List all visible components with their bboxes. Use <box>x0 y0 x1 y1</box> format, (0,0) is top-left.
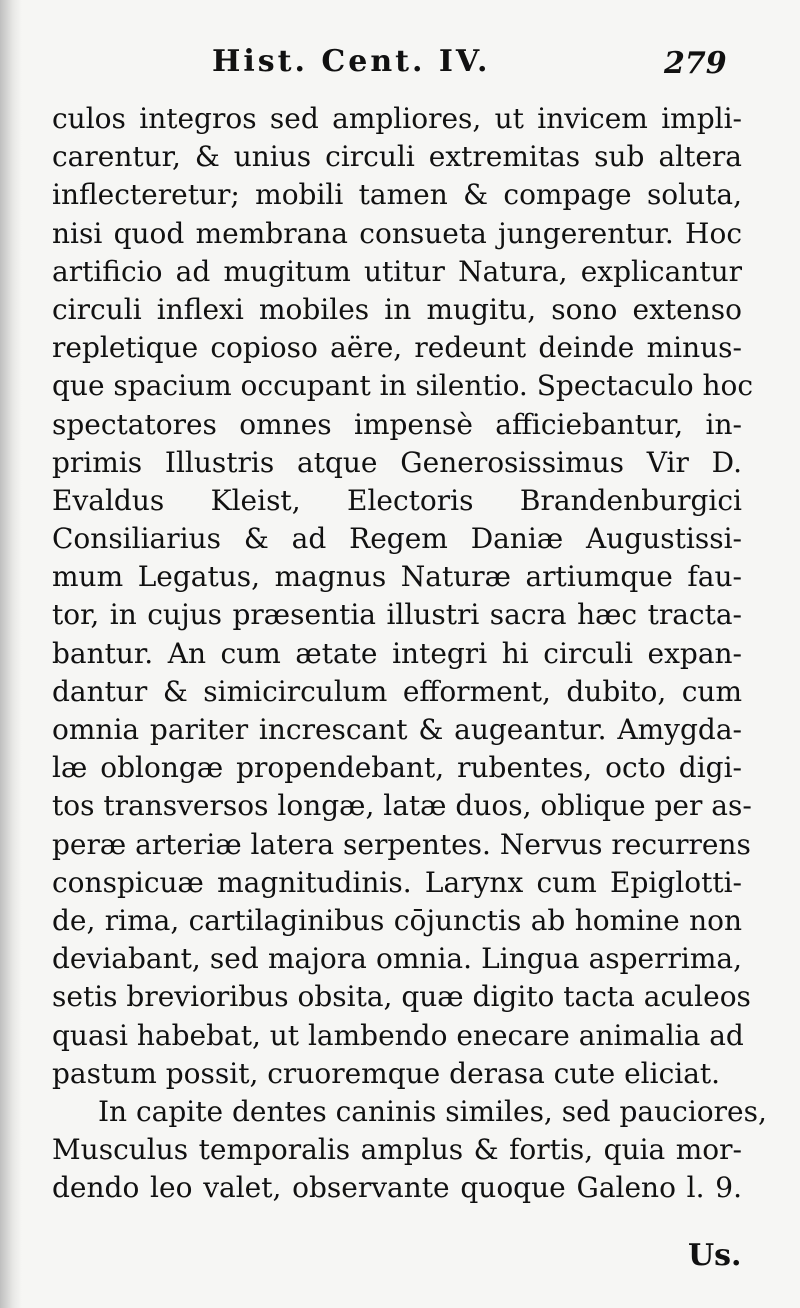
text-line: læ oblongæ propendebant, rubentes, octo digi- <box>52 751 742 785</box>
running-head: Hist. Cent. IV. <box>212 44 491 79</box>
text-line: bantur. An cum ætate integri hi circuli expan- <box>52 636 742 670</box>
text-line: tor, in cujus præsentia illustri sacra hæc tracta- <box>52 598 742 632</box>
text-line: artificio ad mugitum utitur Natura, explicantur <box>52 254 742 288</box>
text-line: carentur, & unius circuli extremitas sub altera <box>52 140 742 174</box>
text-line: Consiliarius & ad Regem Daniæ Augustissi- <box>52 522 742 556</box>
text-line: culos integros sed ampliores, ut invicem impli- <box>52 102 742 135</box>
text-line: que spacium occupant in silentio. Spectaculo hoc <box>52 369 754 403</box>
text-line: pastum possit, cruoremque derasa cute eliciat. <box>52 1056 721 1090</box>
text-line: Musculus temporalis amplus & fortis, quia mor- <box>52 1133 742 1167</box>
text-line: tos transversos longæ, latæ duos, oblique per as- <box>52 789 752 823</box>
text-line: primis Illustris atque Generosissimus Vir D. <box>52 445 742 479</box>
text-line: deviabant, sed majora omnia. Lingua asperrima, <box>52 942 742 976</box>
text-line: peræ arteriæ latera serpentes. Nervus recurrens <box>52 827 751 861</box>
text-line: Evaldus Kleist, Electoris Brandenburgici <box>52 483 742 517</box>
text-line: spectatores omnes impensè afficiebantur, in- <box>52 407 742 441</box>
text-line: de, rima, cartilaginibus cōjunctis ab homine non <box>52 903 742 937</box>
text-line: dantur & simicirculum efforment, dubito, cum <box>52 674 742 708</box>
text-line: quasi habebat, ut lambendo enecare animalia ad <box>52 1018 744 1052</box>
page-gutter-shadow <box>0 0 22 1308</box>
text-line: circuli inflexi mobiles in mugitu, sono extenso <box>52 292 742 326</box>
paragraph-start-line: In capite dentes caninis similes, sed pauciores, <box>98 1094 767 1128</box>
text-line: omnia pariter increscant & augeantur. Amygda- <box>52 713 742 746</box>
text-line: conspicuæ magnitudinis. Larynx cum Epiglotti- <box>52 865 742 899</box>
text-line: setis brevioribus obsita, quæ digito tacta aculeos <box>52 980 751 1014</box>
text-line: mum Legatus, magnus Naturæ artiumque fau- <box>52 560 742 594</box>
text-line: dendo leo valet, observante quoque Galeno l. 9. <box>52 1171 742 1205</box>
body-text <box>52 100 767 1207</box>
page-header <box>0 44 800 94</box>
page-number: 279 <box>664 46 727 81</box>
catchword: Us. <box>688 1238 742 1273</box>
text-line: nisi quod membrana consueta jungerentur. Hoc <box>52 216 742 250</box>
text-line: inflecteretur; mobili tamen & compage soluta, <box>52 178 742 212</box>
text-line: repletique copioso aëre, redeunt deinde minus- <box>52 331 742 365</box>
